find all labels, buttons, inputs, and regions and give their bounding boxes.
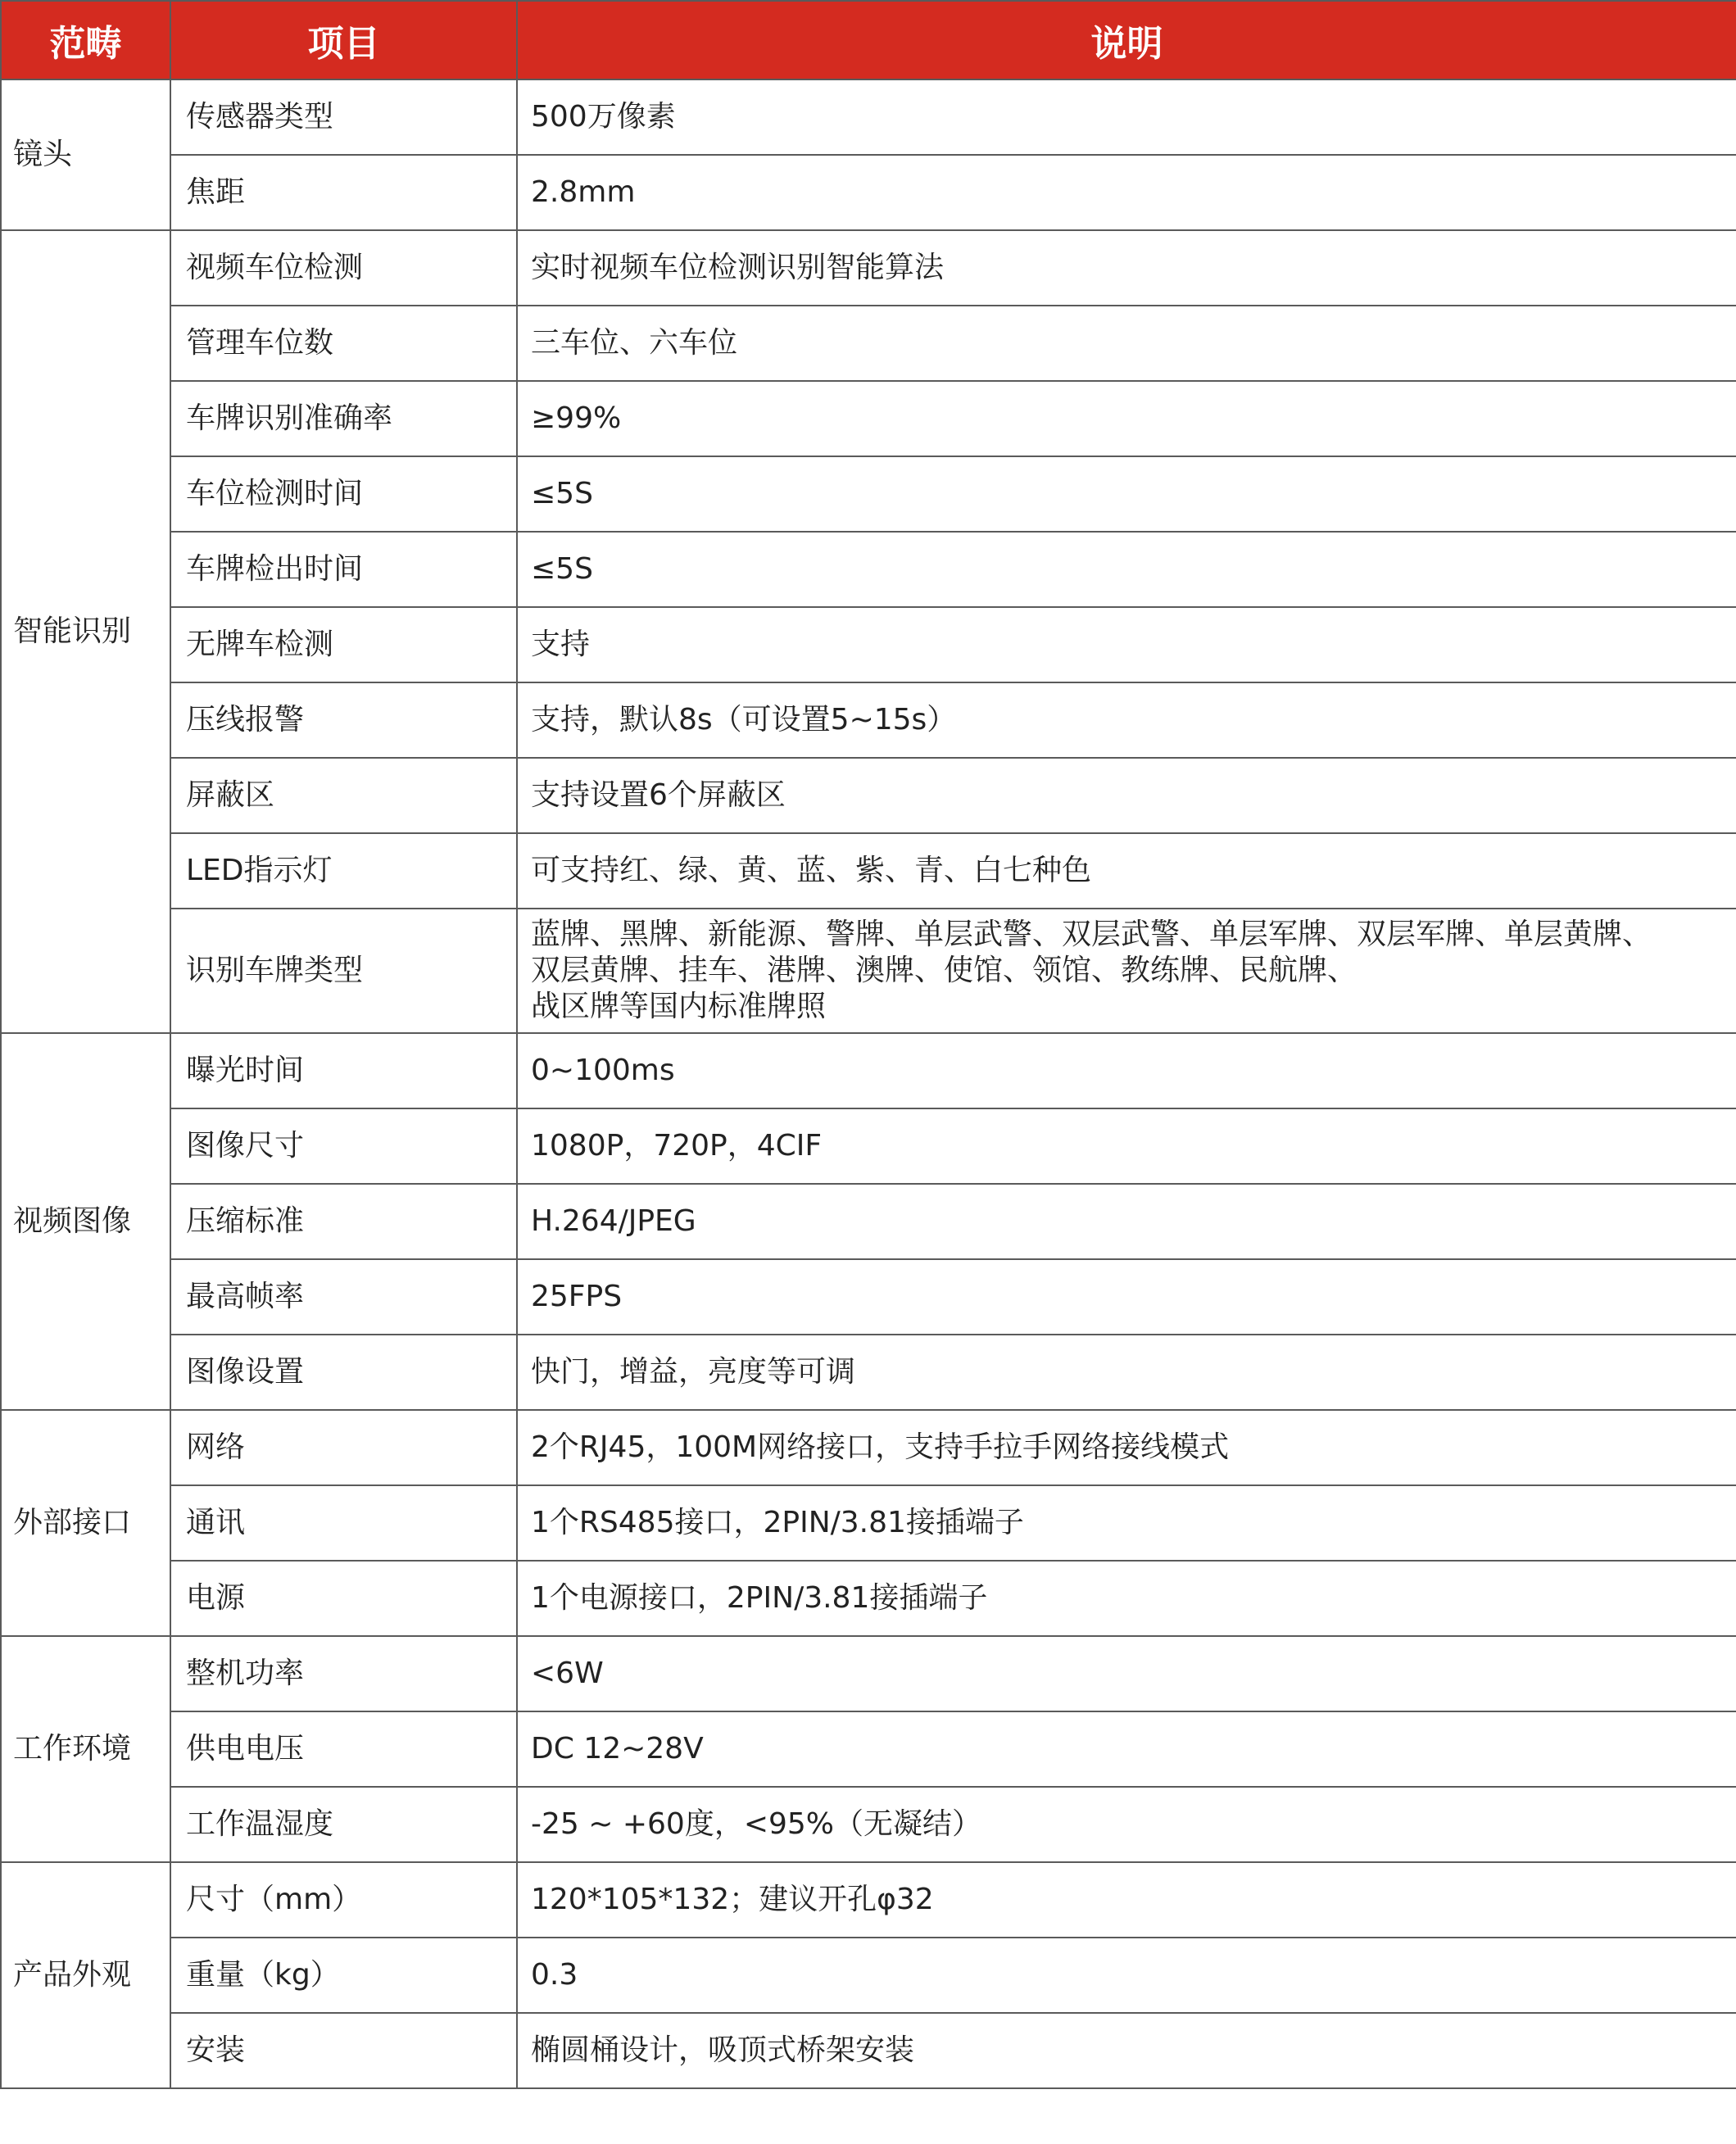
description-line: 120*105*132；建议开孔φ32 [531, 1883, 934, 1916]
description-cell [517, 456, 1736, 532]
table-row [1, 833, 1736, 909]
header-category: 范畴 [1, 1, 170, 79]
description-cell [517, 2013, 1736, 2088]
description-line: 支持 [531, 628, 591, 661]
description-cell [517, 1711, 1736, 1787]
description-cell [517, 79, 1736, 155]
item-cell: 图像尺寸 [170, 1108, 517, 1184]
description-cell [517, 833, 1736, 909]
description-line: 三车位、六车位 [531, 326, 738, 360]
category-cell: 外部接口 [1, 1410, 170, 1636]
description-line: 0.3 [531, 1958, 578, 1992]
description-line: DC 12~28V [531, 1732, 704, 1766]
category-cell: 产品外观 [1, 1862, 170, 2088]
item-cell: 车位检测时间 [170, 456, 517, 532]
description-cell [517, 306, 1736, 381]
item-cell: 尺寸（mm） [170, 1862, 517, 1938]
item-cell: LED指示灯 [170, 833, 517, 909]
item-cell: 视频车位检测 [170, 230, 517, 306]
item-cell: 焦距 [170, 155, 517, 230]
table-row [1, 1410, 1736, 1485]
item-cell: 安装 [170, 2013, 517, 2088]
item-cell: 整机功率 [170, 1636, 517, 1711]
table-row [1, 607, 1736, 682]
description-cell [517, 758, 1736, 833]
item-cell: 压线报警 [170, 682, 517, 758]
category-cell: 智能识别 [1, 230, 170, 1033]
description-line: 战区牌等国内标准牌照 [531, 990, 827, 1023]
table-row [1, 1787, 1736, 1862]
table-row [1, 1561, 1736, 1636]
description-cell [517, 155, 1736, 230]
item-cell: 车牌识别准确率 [170, 381, 517, 456]
table-row [1, 1108, 1736, 1184]
table-row [1, 456, 1736, 532]
description-line: 1080P，720P，4CIF [531, 1129, 823, 1163]
description-line: 2个RJ45，100M网络接口，支持手拉手网络接线模式 [531, 1430, 1230, 1464]
description-cell [517, 1938, 1736, 2013]
description-line: 快门，增益，亮度等可调 [531, 1355, 856, 1389]
item-cell: 车牌检出时间 [170, 532, 517, 607]
table-row [1, 2013, 1736, 2088]
item-cell: 供电电压 [170, 1711, 517, 1787]
description-cell [517, 1033, 1736, 1108]
table-row [1, 532, 1736, 607]
description-line: <6W [531, 1657, 604, 1690]
description-cell [517, 1787, 1736, 1862]
description-line: ≥99% [531, 401, 622, 435]
table-row [1, 79, 1736, 155]
table-row [1, 230, 1736, 306]
description-cell [517, 1561, 1736, 1636]
item-cell: 管理车位数 [170, 306, 517, 381]
table-row [1, 1259, 1736, 1335]
item-cell: 曝光时间 [170, 1033, 517, 1108]
description-cell [517, 230, 1736, 306]
item-cell: 网络 [170, 1410, 517, 1485]
description-line: 双层黄牌、挂车、港牌、澳牌、使馆、领馆、教练牌、民航牌、 [531, 954, 1358, 987]
item-cell: 电源 [170, 1561, 517, 1636]
table-row [1, 1485, 1736, 1561]
item-cell: 最高帧率 [170, 1259, 517, 1335]
description-line: H.264/JPEG [531, 1204, 696, 1238]
table-row [1, 682, 1736, 758]
description-line: 1个RS485接口，2PIN/3.81接插端子 [531, 1506, 1024, 1539]
item-cell: 通讯 [170, 1485, 517, 1561]
description-line: 2.8mm [531, 175, 636, 209]
description-cell [517, 1862, 1736, 1938]
item-cell: 传感器类型 [170, 79, 517, 155]
table-row [1, 1711, 1736, 1787]
description-line: 实时视频车位检测识别智能算法 [531, 251, 945, 284]
item-cell: 屏蔽区 [170, 758, 517, 833]
table-row [1, 381, 1736, 456]
item-cell: 图像设置 [170, 1335, 517, 1410]
description-line: 椭圆桶设计，吸顶式桥架安装 [531, 2033, 915, 2067]
description-cell [517, 909, 1736, 1033]
table-row [1, 1636, 1736, 1711]
item-cell: 重量（kg） [170, 1938, 517, 2013]
description-line: -25 ~ +60度，<95%（无凝结） [531, 1807, 982, 1841]
table-row [1, 1938, 1736, 2013]
item-cell: 无牌车检测 [170, 607, 517, 682]
header-item: 项目 [170, 1, 517, 79]
item-cell: 识别车牌类型 [170, 909, 517, 1033]
description-cell [517, 1335, 1736, 1410]
description-cell [517, 1636, 1736, 1711]
description-line: ≤5S [531, 477, 593, 510]
item-cell: 工作温湿度 [170, 1787, 517, 1862]
description-cell [517, 1108, 1736, 1184]
table-row [1, 155, 1736, 230]
description-line: 0~100ms [531, 1054, 675, 1087]
table-row [1, 1335, 1736, 1410]
table-row [1, 1184, 1736, 1259]
description-line: 25FPS [531, 1280, 623, 1313]
table-row [1, 1862, 1736, 1938]
description-line: 蓝牌、黑牌、新能源、警牌、单层武警、双层武警、单层军牌、双层军牌、单层黄牌、 [531, 918, 1652, 951]
item-cell: 压缩标准 [170, 1184, 517, 1259]
description-cell [517, 607, 1736, 682]
table-body [1, 79, 1736, 2088]
description-line: ≤5S [531, 552, 593, 586]
description-cell [517, 1410, 1736, 1485]
category-cell: 镜头 [1, 79, 170, 230]
table-row [1, 306, 1736, 381]
description-cell [517, 1184, 1736, 1259]
description-cell [517, 1259, 1736, 1335]
header-description: 说明 [517, 1, 1736, 79]
table-header-row [1, 1, 1736, 79]
description-line: 可支持红、绿、黄、蓝、紫、青、白七种色 [531, 854, 1092, 887]
description-line: 1个电源接口，2PIN/3.81接插端子 [531, 1581, 988, 1615]
table-row [1, 758, 1736, 833]
description-cell [517, 532, 1736, 607]
table-row [1, 1033, 1736, 1108]
description-line: 500万像素 [531, 100, 676, 134]
table-row [1, 909, 1736, 1033]
description-cell [517, 1485, 1736, 1561]
category-cell: 视频图像 [1, 1033, 170, 1410]
description-line: 支持，默认8s（可设置5~15s） [531, 703, 957, 737]
description-cell [517, 682, 1736, 758]
description-line: 支持设置6个屏蔽区 [531, 778, 786, 812]
category-cell: 工作环境 [1, 1636, 170, 1862]
description-cell [517, 381, 1736, 456]
